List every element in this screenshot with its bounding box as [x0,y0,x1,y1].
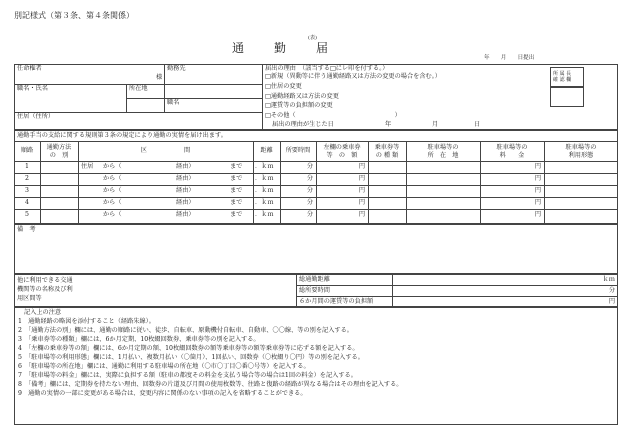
row-number: 5 [25,211,29,218]
page-title: 通 勤 届 [232,41,331,55]
reason-date-year: 年 [385,121,392,128]
reason-option-address[interactable]: □住居の変更 [265,83,302,90]
name-label: 職名・氏名 [17,85,48,92]
form-label: 別記様式（第３条、第４条関係） [14,11,134,20]
row-to: まで [230,163,243,170]
reason-date-month: 月 [432,121,439,128]
row-parking-fee[interactable]: 円 [534,211,541,218]
col-header-distance: 距離 [260,147,273,154]
row-distance[interactable]: ．ｋｍ [255,211,274,218]
appointer-suffix: 様 [156,74,163,81]
row-distance[interactable]: ．ｋｍ [255,175,274,182]
row-to: まで [230,199,243,206]
row-time[interactable]: 分 [306,163,313,170]
note-item: 5 「駐車場等の利用形態」欄には、1月払い、複数月払い（〇箇月）、1回払い、回数券（〇枚綴り〇円）等の別を記入する。 [18,354,364,361]
job-title-label: 職名 [167,99,180,106]
row-fare[interactable]: 円 [358,199,365,206]
reason-date-label: 届出の理由が生じた日 [272,121,334,128]
row-number: 2 [25,175,29,182]
remarks-box[interactable] [14,224,618,274]
row-distance[interactable]: ．ｋｍ [255,199,274,206]
row-via: 経由） [176,187,195,194]
six-month-fare-unit[interactable]: 円 [608,298,615,305]
address-label: 住居（住所） [17,113,55,120]
col-header-fare: 左欄の乗車券 等 の 額 [323,144,361,160]
row-fare[interactable]: 円 [358,175,365,182]
other-transport-label: 他に利用できる交通 機関等の名称及び利 用区間等 [17,277,73,302]
remarks-label: 備 考 [17,226,36,233]
total-distance-label: 総通勤距離 [299,276,330,283]
reason-option-route[interactable]: □通勤経路又は方法の変更 [265,93,339,100]
col-header-parking-location: 駐車場等の 所 在 地 [427,144,459,160]
row-via: 経由） [176,163,195,170]
note-item: 4 「左欄の乗車券等の額」欄には、6か月定期の額、10枚綴回数券の額等乗車券等の額等乗車券等に応ずる額を記入する。 [18,345,359,352]
total-distance-unit[interactable]: ｋｍ [602,276,615,283]
reason-option-fare[interactable]: □運賃等の負担額の変更 [265,102,333,109]
reason-heading: 届出の理由 （該当する□にレ印を付する。） [265,65,389,72]
notes-heading: 記入上の注意 [24,309,62,316]
col-header-time: 所要時間 [285,147,311,154]
row-fare[interactable]: 円 [358,211,365,218]
appointer-label: 任命権者 [17,65,42,72]
row-distance[interactable]: ．ｋｍ [255,187,274,194]
submission-date: 年 月 日提出 [484,55,535,61]
row-time[interactable]: 分 [306,175,313,182]
col-header-parking-fee: 駐車場等の 料 金 [496,144,528,160]
row-parking-fee[interactable]: 円 [534,163,541,170]
supervisor-stamp-field[interactable] [550,87,584,107]
row-number: 1 [25,163,29,170]
note-item: 6 「駐車場等の所在地」欄には、通勤に利用する駐車場の所在地（〇市〇丁目〇番〇号等）を記入する。 [18,363,310,370]
row-fare[interactable]: 円 [358,163,365,170]
note-item: 9 通勤の実情の一部に変更がある場合は、変更内容に関係のない事項の記入を省略することができる。 [18,390,307,397]
reason-option-other[interactable]: □その他（ ） [265,112,401,119]
note-item: 3 「乗車券等の種類」欄には、6か月定期、10枚綴回数券、乗車券等の別を記入する。 [18,336,260,343]
row-from: から（ [103,187,122,194]
six-month-fare-label: ６か月間の運賃等の負担額 [299,298,374,305]
note-item: 1 通勤経路の略図を添付すること（経路朱線）。 [18,318,155,325]
row-parking-fee[interactable]: 円 [534,175,541,182]
row-via: 経由） [176,211,195,218]
col-header-order: 順路 [20,147,34,154]
total-time-unit[interactable]: 分 [608,287,615,294]
row-via: 経由） [176,199,195,206]
location-label: 所在地 [129,85,148,92]
supervisor-stamp-label: 所 属 長 確 認 欄 [553,71,572,84]
row-to: まで [230,211,243,218]
row-via: 経由） [176,175,195,182]
row-to: まで [230,175,243,182]
total-time-label: 総所要時間 [299,287,330,294]
col-header-section: 区 間 [140,147,191,154]
row-time[interactable]: 分 [306,187,313,194]
row-time[interactable]: 分 [306,199,313,206]
title-ruby: (表) [308,35,317,41]
row-from: から（ [103,175,122,182]
note-item: 2 「通勤方法の別」欄には、通勤の順路に従い、徒歩、自転車、原動機付自転車、自動車、〇〇線、等の別を記入する。 [18,327,353,334]
row-from: から（ [103,211,122,218]
col-header-ticket: 乗車券等 の 種 類 [374,144,400,160]
row-distance[interactable]: ．ｋｍ [255,163,274,170]
workplace-label: 勤務先 [167,65,186,72]
row-time[interactable]: 分 [306,211,313,218]
row-to: まで [230,187,243,194]
row-origin: 住居 [81,163,94,170]
col-header-parking-type: 駐車場等の 利用形態 [565,144,597,160]
row-from: から（ [103,199,122,206]
intro-text: 通勤手当の支給に関する規則第３条の規定により通勤の実情を届け出ます。 [17,132,227,139]
col-header-method: 通勤方法 の 別 [46,144,72,160]
reason-date-day: 日 [474,121,481,128]
note-item: 8 「備考」欄には、定期券を持たない理由、回数券の片道及び月間の使用枚数等、往路と復路の経路が異なる場合はその理由を記入する。 [18,381,403,388]
row-parking-fee[interactable]: 円 [534,187,541,194]
row-parking-fee[interactable]: 円 [534,199,541,206]
reason-option-new[interactable]: □新規（異動等に伴う通勤経路又は方法の変更の場合を含む。） [265,73,441,80]
row-fare[interactable]: 円 [358,187,365,194]
row-number: 4 [25,199,29,206]
row-number: 3 [25,187,29,194]
row-from: から（ [103,163,122,170]
note-item: 7 「駐車場等の料金」欄には、実際に負担する額（駐車の都度その料金を支払う場合等の場合は1回の料金）を記入する。 [18,372,357,379]
